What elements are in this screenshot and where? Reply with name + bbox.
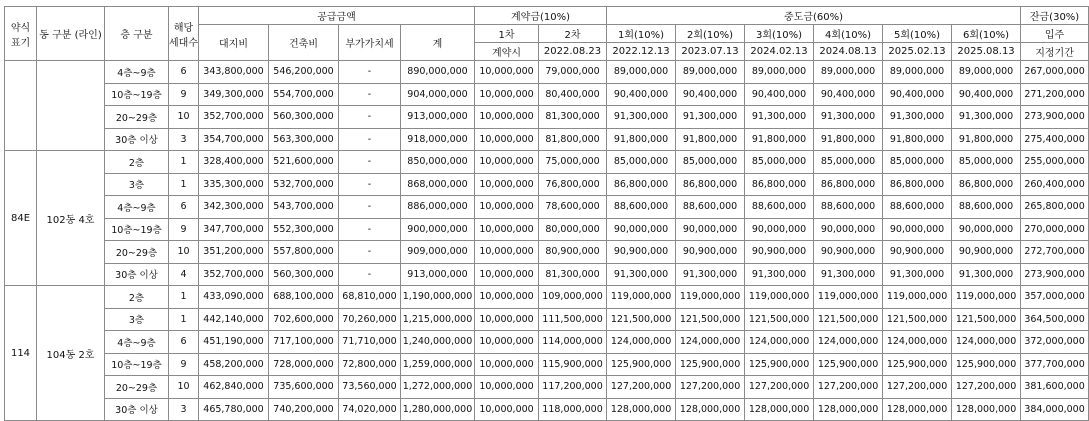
middle-payment-4-cell: 88,600,000 <box>814 196 883 219</box>
total-cell: 890,000,000 <box>401 61 475 84</box>
vat-cell: - <box>339 128 401 151</box>
total-cell: 904,000,000 <box>401 83 475 106</box>
middle-payment-1-cell: 91,300,000 <box>607 106 676 129</box>
balance-cell: 273,900,000 <box>1021 106 1089 129</box>
build-cost-cell: 688,100,000 <box>269 286 339 309</box>
table-row <box>5 308 1089 331</box>
total-cell: 909,000,000 <box>401 241 475 264</box>
middle-payment-4-cell: 91,800,000 <box>814 128 883 151</box>
floor-cell: 20~29층 <box>105 106 169 129</box>
header-supply-total: 계 <box>401 25 475 61</box>
total-cell: 913,000,000 <box>401 263 475 286</box>
units-cell: 6 <box>169 61 199 84</box>
middle-payment-3-cell: 128,000,000 <box>745 398 814 421</box>
middle-payment-1-cell: 125,900,000 <box>607 353 676 376</box>
middle-payment-2-cell: 127,200,000 <box>676 376 745 399</box>
middle-payment-5-cell: 90,000,000 <box>883 218 952 241</box>
balance-cell: 267,000,000 <box>1021 61 1089 84</box>
land-cost-cell: 354,700,000 <box>199 128 269 151</box>
middle-payment-6-cell: 86,800,000 <box>952 173 1021 196</box>
middle-payment-2-cell: 91,300,000 <box>676 106 745 129</box>
land-cost-cell: 343,800,000 <box>199 61 269 84</box>
middle-payment-5-cell: 85,000,000 <box>883 151 952 174</box>
deposit1-cell: 10,000,000 <box>475 331 539 354</box>
total-cell: 886,000,000 <box>401 196 475 219</box>
floor-cell: 2층 <box>105 151 169 174</box>
deposit2-cell: 80,900,000 <box>539 241 607 264</box>
units-cell: 1 <box>169 286 199 309</box>
header-mid6: 6회(10%) <box>952 25 1021 43</box>
deposit2-cell: 81,300,000 <box>539 263 607 286</box>
middle-payment-4-cell: 128,000,000 <box>814 398 883 421</box>
middle-payment-4-cell: 86,800,000 <box>814 173 883 196</box>
middle-payment-4-cell: 85,000,000 <box>814 151 883 174</box>
header-mid5-date: 2025.02.13 <box>883 43 952 61</box>
units-cell: 1 <box>169 173 199 196</box>
build-cost-cell: 735,600,000 <box>269 376 339 399</box>
header-balance-sub2: 지정기간 <box>1021 43 1089 61</box>
deposit1-cell: 10,000,000 <box>475 61 539 84</box>
middle-payment-6-cell: 125,900,000 <box>952 353 1021 376</box>
land-cost-cell: 349,300,000 <box>199 83 269 106</box>
total-cell: 1,215,000,000 <box>401 308 475 331</box>
middle-payment-6-cell: 91,300,000 <box>952 106 1021 129</box>
header-mid2: 2회(10%) <box>676 25 745 43</box>
middle-payment-4-cell: 90,900,000 <box>814 241 883 264</box>
table-row <box>5 263 1089 286</box>
vat-cell: 74,020,000 <box>339 398 401 421</box>
vat-cell: 72,800,000 <box>339 353 401 376</box>
middle-payment-5-cell: 91,300,000 <box>883 263 952 286</box>
floor-cell: 3층 <box>105 173 169 196</box>
table-row <box>5 241 1089 264</box>
middle-payment-6-cell: 90,000,000 <box>952 218 1021 241</box>
middle-payment-6-cell: 88,600,000 <box>952 196 1021 219</box>
middle-payment-2-cell: 124,000,000 <box>676 331 745 354</box>
header-dep2-date: 2022.08.23 <box>539 43 607 61</box>
total-cell: 868,000,000 <box>401 173 475 196</box>
middle-payment-2-cell: 119,000,000 <box>676 286 745 309</box>
middle-payment-1-cell: 90,400,000 <box>607 83 676 106</box>
balance-cell: 265,800,000 <box>1021 196 1089 219</box>
table-row <box>5 106 1089 129</box>
header-type-abbr: 약식 표기 <box>5 7 37 61</box>
middle-payment-5-cell: 91,800,000 <box>883 128 952 151</box>
build-cost-cell: 543,700,000 <box>269 196 339 219</box>
vat-cell: 73,560,000 <box>339 376 401 399</box>
middle-payment-2-cell: 90,900,000 <box>676 241 745 264</box>
deposit2-cell: 118,000,000 <box>539 398 607 421</box>
balance-cell: 270,000,000 <box>1021 218 1089 241</box>
balance-cell: 377,700,000 <box>1021 353 1089 376</box>
vat-cell: - <box>339 151 401 174</box>
deposit2-cell: 114,000,000 <box>539 331 607 354</box>
balance-cell: 271,200,000 <box>1021 83 1089 106</box>
header-mid1: 1회(10%) <box>607 25 676 43</box>
floor-cell: 10층~19층 <box>105 353 169 376</box>
deposit2-cell: 109,000,000 <box>539 286 607 309</box>
land-cost-cell: 335,300,000 <box>199 173 269 196</box>
middle-payment-5-cell: 89,000,000 <box>883 61 952 84</box>
middle-payment-6-cell: 124,000,000 <box>952 331 1021 354</box>
header-units: 해당 세대수 <box>169 7 199 61</box>
middle-payment-1-cell: 88,600,000 <box>607 196 676 219</box>
middle-payment-1-cell: 90,900,000 <box>607 241 676 264</box>
table-body <box>5 61 1089 421</box>
middle-payment-2-cell: 90,400,000 <box>676 83 745 106</box>
build-cost-cell: 532,700,000 <box>269 173 339 196</box>
build-cost-cell: 560,300,000 <box>269 263 339 286</box>
deposit2-cell: 80,000,000 <box>539 218 607 241</box>
header-mid4-date: 2024.08.13 <box>814 43 883 61</box>
header-supply-land: 대지비 <box>199 25 269 61</box>
units-cell: 10 <box>169 241 199 264</box>
floor-cell: 20~29층 <box>105 376 169 399</box>
deposit2-cell: 111,500,000 <box>539 308 607 331</box>
table-row <box>5 331 1089 354</box>
land-cost-cell: 442,140,000 <box>199 308 269 331</box>
middle-payment-4-cell: 125,900,000 <box>814 353 883 376</box>
deposit1-cell: 10,000,000 <box>475 151 539 174</box>
middle-payment-1-cell: 91,300,000 <box>607 263 676 286</box>
header-mid2-date: 2023.07.13 <box>676 43 745 61</box>
balance-cell: 384,000,000 <box>1021 398 1089 421</box>
middle-payment-5-cell: 121,500,000 <box>883 308 952 331</box>
land-cost-cell: 347,700,000 <box>199 218 269 241</box>
middle-payment-3-cell: 88,600,000 <box>745 196 814 219</box>
middle-payment-5-cell: 127,200,000 <box>883 376 952 399</box>
middle-payment-4-cell: 90,000,000 <box>814 218 883 241</box>
deposit2-cell: 78,600,000 <box>539 196 607 219</box>
balance-cell: 364,500,000 <box>1021 308 1089 331</box>
deposit1-cell: 10,000,000 <box>475 398 539 421</box>
middle-payment-5-cell: 88,600,000 <box>883 196 952 219</box>
middle-payment-2-cell: 90,000,000 <box>676 218 745 241</box>
middle-payment-6-cell: 90,900,000 <box>952 241 1021 264</box>
build-cost-cell: 560,300,000 <box>269 106 339 129</box>
middle-payment-2-cell: 91,800,000 <box>676 128 745 151</box>
middle-payment-6-cell: 121,500,000 <box>952 308 1021 331</box>
middle-payment-6-cell: 89,000,000 <box>952 61 1021 84</box>
middle-payment-3-cell: 91,300,000 <box>745 263 814 286</box>
table-row <box>5 286 1089 309</box>
table-row <box>5 398 1089 421</box>
balance-cell: 260,400,000 <box>1021 173 1089 196</box>
middle-payment-3-cell: 85,000,000 <box>745 151 814 174</box>
table-row <box>5 151 1089 174</box>
middle-payment-5-cell: 90,400,000 <box>883 83 952 106</box>
middle-payment-5-cell: 90,900,000 <box>883 241 952 264</box>
balance-cell: 357,000,000 <box>1021 286 1089 309</box>
units-cell: 10 <box>169 376 199 399</box>
build-cost-cell: 563,300,000 <box>269 128 339 151</box>
table-row <box>5 196 1089 219</box>
build-cost-cell: 557,800,000 <box>269 241 339 264</box>
total-cell: 913,000,000 <box>401 106 475 129</box>
deposit1-cell: 10,000,000 <box>475 128 539 151</box>
total-cell: 1,280,000,000 <box>401 398 475 421</box>
middle-payment-4-cell: 89,000,000 <box>814 61 883 84</box>
balance-cell: 275,400,000 <box>1021 128 1089 151</box>
build-cost-cell: 552,300,000 <box>269 218 339 241</box>
vat-cell: - <box>339 83 401 106</box>
middle-payment-6-cell: 127,200,000 <box>952 376 1021 399</box>
middle-payment-6-cell: 90,400,000 <box>952 83 1021 106</box>
header-mid4: 4회(10%) <box>814 25 883 43</box>
table-row <box>5 61 1089 84</box>
balance-cell: 255,000,000 <box>1021 151 1089 174</box>
floor-cell: 4층~9층 <box>105 331 169 354</box>
middle-payment-1-cell: 128,000,000 <box>607 398 676 421</box>
middle-payment-6-cell: 91,800,000 <box>952 128 1021 151</box>
floor-cell: 4층~9층 <box>105 196 169 219</box>
balance-cell: 273,900,000 <box>1021 263 1089 286</box>
middle-payment-1-cell: 89,000,000 <box>607 61 676 84</box>
build-cost-cell: 521,600,000 <box>269 151 339 174</box>
middle-payment-3-cell: 90,000,000 <box>745 218 814 241</box>
middle-payment-1-cell: 124,000,000 <box>607 331 676 354</box>
vat-cell: 68,810,000 <box>339 286 401 309</box>
vat-cell: 70,260,000 <box>339 308 401 331</box>
middle-payment-3-cell: 90,900,000 <box>745 241 814 264</box>
middle-payment-4-cell: 124,000,000 <box>814 331 883 354</box>
middle-payment-5-cell: 125,900,000 <box>883 353 952 376</box>
land-cost-cell: 352,700,000 <box>199 106 269 129</box>
build-cost-cell: 740,200,000 <box>269 398 339 421</box>
deposit2-cell: 115,900,000 <box>539 353 607 376</box>
vat-cell: - <box>339 241 401 264</box>
deposit1-cell: 10,000,000 <box>475 308 539 331</box>
supply-price-table <box>4 6 1089 421</box>
units-cell: 4 <box>169 263 199 286</box>
middle-payment-5-cell: 91,300,000 <box>883 106 952 129</box>
deposit1-cell: 10,000,000 <box>475 173 539 196</box>
land-cost-cell: 458,200,000 <box>199 353 269 376</box>
middle-payment-3-cell: 90,400,000 <box>745 83 814 106</box>
vat-cell: - <box>339 106 401 129</box>
floor-cell: 30층 이상 <box>105 398 169 421</box>
build-cost-cell: 554,700,000 <box>269 83 339 106</box>
header-dep1: 1차 <box>475 25 539 43</box>
vat-cell: - <box>339 218 401 241</box>
units-cell: 3 <box>169 398 199 421</box>
deposit1-cell: 10,000,000 <box>475 263 539 286</box>
middle-payment-3-cell: 124,000,000 <box>745 331 814 354</box>
type-abbr-cell: 84E <box>5 151 37 286</box>
middle-payment-3-cell: 125,900,000 <box>745 353 814 376</box>
build-cost-cell: 728,000,000 <box>269 353 339 376</box>
balance-cell: 381,600,000 <box>1021 376 1089 399</box>
table-row <box>5 83 1089 106</box>
table-row <box>5 218 1089 241</box>
vat-cell: 71,710,000 <box>339 331 401 354</box>
deposit2-cell: 76,800,000 <box>539 173 607 196</box>
table-row <box>5 173 1089 196</box>
middle-payment-3-cell: 119,000,000 <box>745 286 814 309</box>
units-cell: 10 <box>169 106 199 129</box>
middle-payment-1-cell: 85,000,000 <box>607 151 676 174</box>
middle-payment-6-cell: 128,000,000 <box>952 398 1021 421</box>
deposit2-cell: 117,200,000 <box>539 376 607 399</box>
floor-cell: 20~29층 <box>105 241 169 264</box>
deposit2-cell: 75,000,000 <box>539 151 607 174</box>
middle-payment-5-cell: 119,000,000 <box>883 286 952 309</box>
build-cost-cell: 702,600,000 <box>269 308 339 331</box>
header-supply: 공급금액 <box>199 7 475 25</box>
land-cost-cell: 465,780,000 <box>199 398 269 421</box>
vat-cell: - <box>339 61 401 84</box>
price-table-container <box>4 6 1085 421</box>
land-cost-cell: 328,400,000 <box>199 151 269 174</box>
middle-payment-6-cell: 91,300,000 <box>952 263 1021 286</box>
header-dong: 동 구분 (라인) <box>37 7 105 61</box>
floor-cell: 10층~19층 <box>105 218 169 241</box>
build-cost-cell: 546,200,000 <box>269 61 339 84</box>
deposit1-cell: 10,000,000 <box>475 83 539 106</box>
middle-payment-1-cell: 119,000,000 <box>607 286 676 309</box>
middle-payment-3-cell: 89,000,000 <box>745 61 814 84</box>
land-cost-cell: 352,700,000 <box>199 263 269 286</box>
deposit2-cell: 79,000,000 <box>539 61 607 84</box>
middle-payment-2-cell: 88,600,000 <box>676 196 745 219</box>
floor-cell: 30층 이상 <box>105 263 169 286</box>
middle-payment-4-cell: 119,000,000 <box>814 286 883 309</box>
header-floor: 층 구분 <box>105 7 169 61</box>
vat-cell: - <box>339 263 401 286</box>
header-balance-sub1: 입주 <box>1021 25 1089 43</box>
total-cell: 900,000,000 <box>401 218 475 241</box>
type-abbr-cell <box>5 61 37 151</box>
units-cell: 9 <box>169 218 199 241</box>
middle-payment-4-cell: 90,400,000 <box>814 83 883 106</box>
table-header <box>5 7 1089 61</box>
middle-payment-3-cell: 127,200,000 <box>745 376 814 399</box>
middle-payment-2-cell: 128,000,000 <box>676 398 745 421</box>
units-cell: 1 <box>169 308 199 331</box>
header-supply-build: 건축비 <box>269 25 339 61</box>
table-row <box>5 376 1089 399</box>
dong-cell: 104동 2호 <box>37 286 105 421</box>
deposit1-cell: 10,000,000 <box>475 376 539 399</box>
total-cell: 1,190,000,000 <box>401 286 475 309</box>
units-cell: 3 <box>169 128 199 151</box>
deposit1-cell: 10,000,000 <box>475 218 539 241</box>
total-cell: 1,272,000,000 <box>401 376 475 399</box>
deposit1-cell: 10,000,000 <box>475 286 539 309</box>
deposit1-cell: 10,000,000 <box>475 353 539 376</box>
middle-payment-3-cell: 91,300,000 <box>745 106 814 129</box>
middle-payment-1-cell: 127,200,000 <box>607 376 676 399</box>
land-cost-cell: 451,190,000 <box>199 331 269 354</box>
header-dep2: 2차 <box>539 25 607 43</box>
deposit1-cell: 10,000,000 <box>475 106 539 129</box>
deposit2-cell: 81,800,000 <box>539 128 607 151</box>
middle-payment-2-cell: 125,900,000 <box>676 353 745 376</box>
units-cell: 1 <box>169 151 199 174</box>
deposit2-cell: 80,400,000 <box>539 83 607 106</box>
deposit1-cell: 10,000,000 <box>475 241 539 264</box>
middle-payment-4-cell: 121,500,000 <box>814 308 883 331</box>
header-dep1-date: 계약시 <box>475 43 539 61</box>
middle-payment-2-cell: 86,800,000 <box>676 173 745 196</box>
header-mid3-date: 2024.02.13 <box>745 43 814 61</box>
vat-cell: - <box>339 173 401 196</box>
middle-payment-4-cell: 127,200,000 <box>814 376 883 399</box>
middle-payment-3-cell: 86,800,000 <box>745 173 814 196</box>
middle-payment-1-cell: 121,500,000 <box>607 308 676 331</box>
total-cell: 1,240,000,000 <box>401 331 475 354</box>
land-cost-cell: 462,840,000 <box>199 376 269 399</box>
units-cell: 9 <box>169 353 199 376</box>
balance-cell: 372,000,000 <box>1021 331 1089 354</box>
middle-payment-6-cell: 85,000,000 <box>952 151 1021 174</box>
total-cell: 850,000,000 <box>401 151 475 174</box>
middle-payment-2-cell: 85,000,000 <box>676 151 745 174</box>
floor-cell: 2층 <box>105 286 169 309</box>
total-cell: 1,259,000,000 <box>401 353 475 376</box>
deposit1-cell: 10,000,000 <box>475 196 539 219</box>
total-cell: 918,000,000 <box>401 128 475 151</box>
floor-cell: 10층~19층 <box>105 83 169 106</box>
deposit2-cell: 81,300,000 <box>539 106 607 129</box>
units-cell: 6 <box>169 331 199 354</box>
middle-payment-1-cell: 91,800,000 <box>607 128 676 151</box>
middle-payment-5-cell: 86,800,000 <box>883 173 952 196</box>
floor-cell: 30층 이상 <box>105 128 169 151</box>
units-cell: 9 <box>169 83 199 106</box>
header-middle: 중도금(60%) <box>607 7 1021 25</box>
floor-cell: 4층~9층 <box>105 61 169 84</box>
middle-payment-6-cell: 119,000,000 <box>952 286 1021 309</box>
header-supply-vat: 부가가치세 <box>339 25 401 61</box>
table-row <box>5 128 1089 151</box>
type-abbr-cell: 114 <box>5 286 37 421</box>
middle-payment-2-cell: 89,000,000 <box>676 61 745 84</box>
land-cost-cell: 433,090,000 <box>199 286 269 309</box>
header-mid6-date: 2025.08.13 <box>952 43 1021 61</box>
header-mid5: 5회(10%) <box>883 25 952 43</box>
middle-payment-3-cell: 121,500,000 <box>745 308 814 331</box>
land-cost-cell: 342,300,000 <box>199 196 269 219</box>
middle-payment-4-cell: 91,300,000 <box>814 106 883 129</box>
middle-payment-2-cell: 121,500,000 <box>676 308 745 331</box>
floor-cell: 3층 <box>105 308 169 331</box>
header-deposit: 계약금(10%) <box>475 7 607 25</box>
land-cost-cell: 351,200,000 <box>199 241 269 264</box>
dong-cell <box>37 61 105 151</box>
table-row <box>5 353 1089 376</box>
build-cost-cell: 717,100,000 <box>269 331 339 354</box>
middle-payment-4-cell: 91,300,000 <box>814 263 883 286</box>
middle-payment-3-cell: 91,800,000 <box>745 128 814 151</box>
header-mid3: 3회(10%) <box>745 25 814 43</box>
middle-payment-5-cell: 124,000,000 <box>883 331 952 354</box>
middle-payment-5-cell: 128,000,000 <box>883 398 952 421</box>
balance-cell: 272,700,000 <box>1021 241 1089 264</box>
vat-cell: - <box>339 196 401 219</box>
middle-payment-1-cell: 90,000,000 <box>607 218 676 241</box>
middle-payment-2-cell: 91,300,000 <box>676 263 745 286</box>
middle-payment-1-cell: 86,800,000 <box>607 173 676 196</box>
header-mid1-date: 2022.12.13 <box>607 43 676 61</box>
dong-cell: 102동 4호 <box>37 151 105 286</box>
units-cell: 6 <box>169 196 199 219</box>
header-balance: 잔금(30%) <box>1021 7 1089 25</box>
